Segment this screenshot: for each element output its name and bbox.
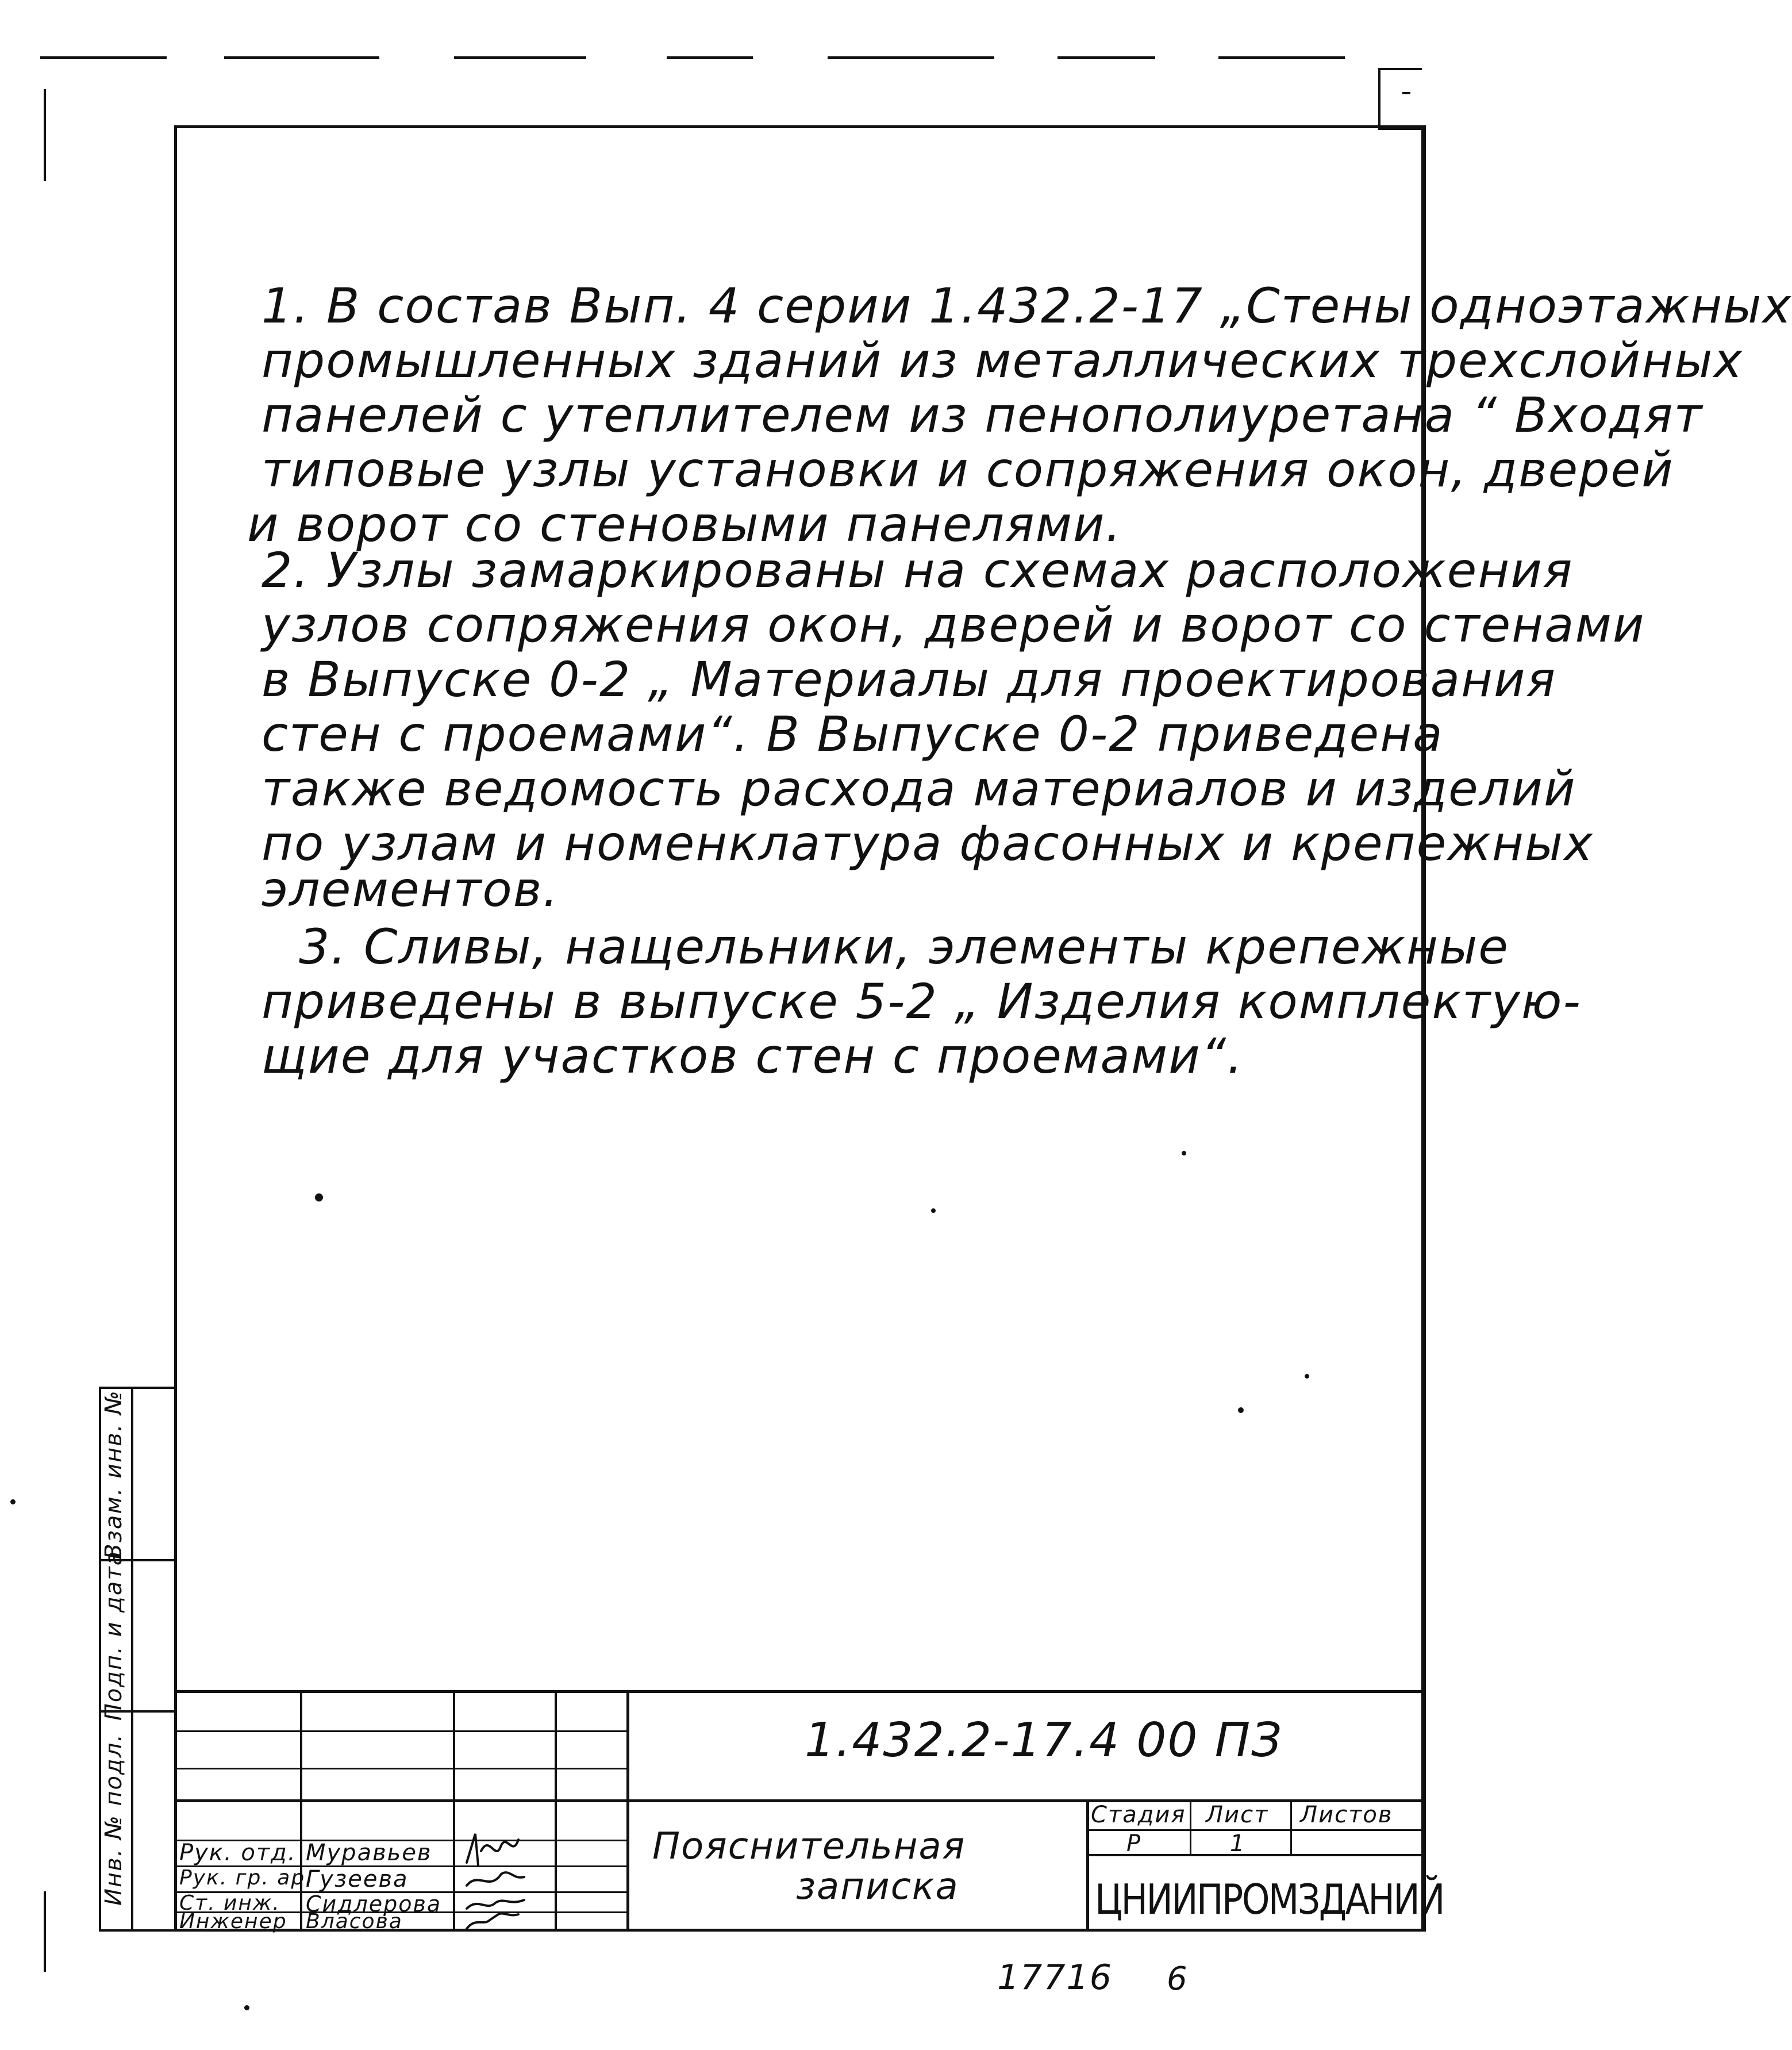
signatures xyxy=(455,1811,570,1932)
person-name: Муравьев xyxy=(306,1840,432,1866)
note-line: 3. Сливы, нащельники, элементы крепежные xyxy=(299,919,1509,975)
stage-value: Р xyxy=(1126,1830,1142,1857)
scan-speck xyxy=(315,1193,323,1201)
role-label: Ст. инж. xyxy=(179,1891,280,1915)
note-line: промышленных зданий из металлических трехслойных xyxy=(262,332,1744,389)
note-line: стен с проемами“. В Выпуске 0-2 приведена xyxy=(262,706,1444,762)
role-label: Рук. гр. ар. xyxy=(179,1866,313,1890)
doc-code: 1.432.2-17.4 00 ПЗ xyxy=(805,1713,1283,1768)
doc-title-line1: Пояснительная xyxy=(652,1825,966,1868)
person-name: Гузеева xyxy=(306,1866,409,1892)
left-edge-mark xyxy=(44,89,46,181)
note-line: 1. В состав Вып. 4 серии 1.432.2-17 „Стены одноэтажных xyxy=(262,278,1792,334)
note-line: приведены в выпуске 5-2 „ Изделия комплектую- xyxy=(262,973,1582,1030)
sheet-header: Лист xyxy=(1206,1802,1269,1828)
scan-speck xyxy=(10,1499,16,1504)
person-name: Сидлерова xyxy=(306,1891,442,1917)
stage-header: Стадия xyxy=(1091,1802,1186,1828)
corner-tab xyxy=(1378,68,1422,130)
note-line: элементов. xyxy=(262,861,559,917)
note-line: 2. Узлы замаркированы на схемах расположения xyxy=(262,542,1574,598)
note-line: щие для участков стен с проемами“. xyxy=(262,1028,1244,1084)
note-line: в Выпуске 0-2 „ Материалы для проектирования xyxy=(262,651,1557,708)
scan-speck xyxy=(1238,1407,1244,1413)
side-stamp-podp-data: Подп. и дата xyxy=(101,1550,127,1721)
scan-speck xyxy=(244,2005,249,2010)
note-line: и ворот со стеновыми панелями. xyxy=(247,496,1122,552)
role-label: Инженер xyxy=(179,1910,287,1933)
person-name: Власова xyxy=(306,1910,403,1933)
note-line: по узлам и номенклатура фасонных и крепежных xyxy=(262,815,1594,872)
org-name: ЦНИИПРОМЗДАНИЙ xyxy=(1095,1875,1444,1924)
side-stamp-inv-podl: Инв. № подл. xyxy=(101,1733,127,1906)
scan-speck xyxy=(1305,1374,1309,1379)
copy-mark: 6 xyxy=(1167,1960,1189,1998)
note-line: панелей с утеплителем из пенополиуретана “ Входят xyxy=(262,387,1703,443)
side-stamp-vzam-inv: Взам. инв. № xyxy=(101,1389,127,1560)
role-label: Рук. отд. xyxy=(179,1840,297,1866)
sheet-value: 1 xyxy=(1230,1830,1246,1857)
note-line: типовые узлы установки и сопряжения окон, дверей xyxy=(262,442,1674,498)
scan-speck xyxy=(1182,1151,1186,1155)
corner-tab-mark xyxy=(1402,92,1410,94)
sheets-header: Листов xyxy=(1300,1802,1393,1828)
doc-title-line2: записка xyxy=(796,1865,959,1908)
left-edge-mark-bottom xyxy=(44,1891,46,1972)
note-line: также ведомость расхода материалов и изделий xyxy=(262,761,1576,817)
scan-speck xyxy=(931,1208,936,1213)
stamp-number: 17716 xyxy=(997,1957,1113,1998)
note-line: узлов сопряжения окон, дверей и ворот со стенами xyxy=(262,597,1645,653)
